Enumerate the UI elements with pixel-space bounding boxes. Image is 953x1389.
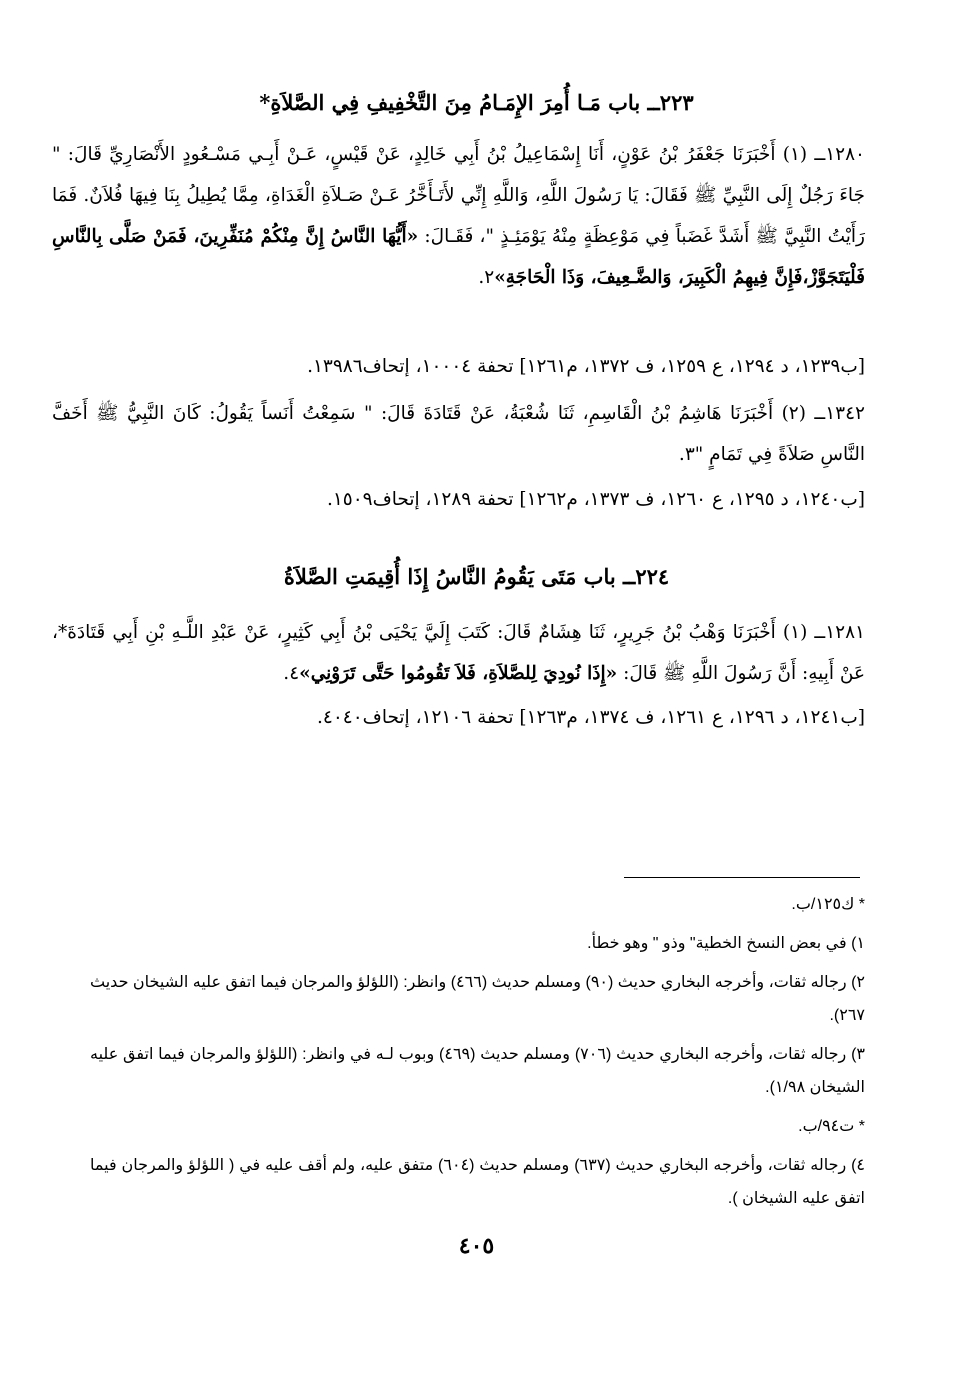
footnote-divider <box>624 877 860 878</box>
hadith-1281-footnote-ref: ٤. <box>283 663 300 684</box>
hadith-1280-text: ١٢٨٠ــ (١) أَخْبَرَنَا جَعْفَرُ بْنُ عَوْنٍ، أَنَا إِسْمَاعِيلُ بْنُ أَبِي خَالِدٍ، عَنْ قَيْسٍ، عَـنْ أَبِـي مَسْـعُودٍ الأَنْصَارِيِّ قَالَ: " جَاءَ رَجُلٌ إِلَى النَّبِيِّ ﷺ فَقَالَ: يَا رَسُولَ اللَّهِ، وَاللَّهِ إِنِّي لأَتَـأَخَّرُ عَـنْ صَـلاَةِ الْغَدَاةِ، مِمَّا يُطِيلُ بِنَا فِيهَا فُلاَنٌ. فَمَا رَأَيْتُ النَّبِيَّ ﷺ أَشَدَّ غَضَباً فِي مَوْعِظَةٍ مِنْهُ يَوْمَئِـذٍ "، فَقَـالَ: <box>52 144 865 247</box>
footnote-item: * ت٩٤/ب. <box>798 1118 865 1135</box>
hadith-1342-text: ١٣٤٢ــ (٢) أَخْبَرَنَا هَاشِمُ بْنُ الْقَاسِمِ، ثَنَا شُعْبَةُ، عَنْ قَتَادَةَ قَالَ: " سَمِعْتُ أَنَساً يَقُولُ: كَانَ النَّبِيُّ ﷺ أَخَفَّ النَّاسِ صَلاَةً فِي تَمَامٍ "٣. <box>52 403 865 465</box>
footnote-item: ٣) رجاله ثقات، وأخرجه البخاري حديث (٧٠٦) ومسلم حديث (٤٦٩) وبوب لـه في وانظر: (اللؤلؤ والمرجان فيما اتفق عليه الشيخان ١/٩٨). <box>90 1046 866 1096</box>
hadith-1342 <box>52 393 865 475</box>
chapter-224-title: ٢٢٤ــ باب مَتَى يَقُومُ النَّاسُ إِذَا أُقِيمَتِ الصَّلاَةُ <box>283 564 670 589</box>
hadith-1280 <box>52 134 865 298</box>
hadith-1280-prophet-saying: «أَيُّهَا النَّاسُ إِنَّ مِنْكُمْ مُنَفِّرِينَ، فَمَنْ صَلَّى بِالنَّاسِ فَلْيَتَجَوَّزْ،فَإِنَّ فِيهِمُ الْكَبِيرَ، وَالضَّـعِيفَ، وَذَا الْحَاجَةِ» <box>52 226 865 288</box>
hadith-1342-references: [ب١٢٤٠، د ١٢٩٥، ع ١٢٦٠، ف ١٣٧٣، م١٢٦٢] تحفة ١٢٨٩، إتحاف١٥٠٩. <box>326 489 865 510</box>
footnotes <box>90 888 865 1221</box>
chapter-223-title: ٢٢٣ــ باب مَـا أُمِرَ الإِمَـامُ مِنَ التَّخْفِيفِ فِي الصَّلاَةِ* <box>259 90 694 115</box>
footnote-item: * ك١٢٥/ب. <box>791 896 865 913</box>
footnote-item: ١) في بعض النسخ الخطية" وذو " وهو خطأ. <box>587 935 865 952</box>
footnote-item: ٤) رجاله ثقات، وأخرجه البخاري حديث (٦٣٧) ومسلم حديث (٦٠٤) متفق عليه، ولم أقف عليه في ( اللؤلؤ والمرجان فيما اتفق عليه الشيخان ). <box>90 1157 866 1207</box>
footnote-item: ٢) رجاله ثقات، وأخرجه البخاري حديث (٩٠) ومسلم حديث (٤٦٦) وانظر: (اللؤلؤ والمرجان فيما اتفق عليه الشيخان حديث ٢٦٧). <box>90 974 866 1024</box>
hadith-1281 <box>52 612 865 694</box>
page-number: ٤٠٥ <box>458 1233 495 1259</box>
hadith-1281-text: ١٢٨١ــ (١) أَخْبَرَنَا وَهْبُ بْنُ جَرِيرٍ، ثَنَا هِشَامٌ قَالَ: كَتَبَ إِلَيَّ يَحْيَى بْنُ أَبِي كَثِيرٍ، عَنْ عَبْدِ اللَّـهِ بْنِ أَبِي قَتَادَةَ*، عَنْ أَبِيهِ: أَنَّ رَسُولَ اللَّهِ ﷺ قَالَ: <box>52 622 865 684</box>
hadith-1281-references: [ب١٢٤١، د ١٢٩٦، ع ١٢٦١، ف ١٣٧٤، م١٢٦٣] تحفة ١٢١٠٦، إتحاف٤٠٤٠. <box>317 707 865 728</box>
hadith-1280-references: [ب١٢٣٩، د ١٢٩٤، ع ١٢٥٩، ف ١٣٧٢، م١٢٦١] تحفة ١٠٠٠٤، إتحاف١٣٩٨٦. <box>307 356 865 377</box>
hadith-1281-prophet-saying: «إِذَا نُودِيَ لِلصَّلاَةِ، فَلاَ تَقُومُوا حَتَّى تَرَوْنِي» <box>299 663 618 684</box>
hadith-1280-footnote-ref: ٢. <box>478 267 495 288</box>
